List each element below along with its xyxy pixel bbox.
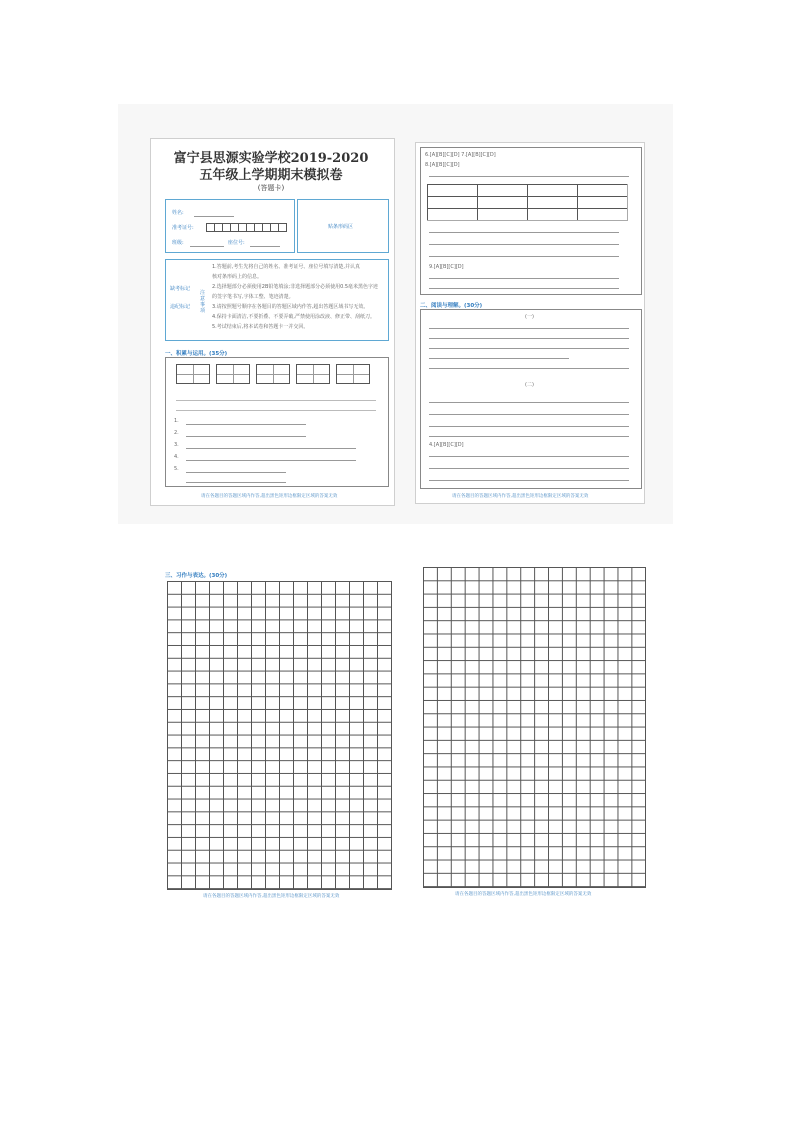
answer-line[interactable]	[429, 368, 629, 369]
answer-line[interactable]	[176, 400, 376, 401]
answer-line[interactable]	[429, 402, 629, 403]
answer-line[interactable]	[429, 288, 619, 289]
notice-list	[212, 264, 378, 330]
question-number: 4.	[174, 454, 179, 460]
section-1-continued-area	[420, 147, 642, 295]
violation-mark-label: 违纪标记	[170, 304, 191, 310]
answer-line[interactable]	[429, 456, 629, 457]
composition-grid[interactable]	[423, 567, 646, 888]
answer-line[interactable]	[186, 436, 306, 437]
answer-line[interactable]	[186, 482, 286, 483]
answer-line[interactable]	[429, 468, 629, 469]
section-2-area	[420, 309, 642, 489]
pinyin-cell[interactable]	[296, 364, 330, 384]
exam-no-field[interactable]	[206, 223, 287, 232]
notice-item: 1.答题前,考生先将自己的姓名、准考证号、座位号填写清楚,并认真	[212, 264, 360, 270]
answer-sheet-page-4	[418, 562, 646, 900]
reading-part-2-label: (二)	[525, 382, 534, 388]
answer-line[interactable]	[429, 256, 619, 257]
page-3-footer: 请在各题目的答题区域内作答,超出黑色矩形边框限定区域的答案无效	[203, 894, 340, 899]
pinyin-cell[interactable]	[176, 364, 210, 384]
answer-line[interactable]	[186, 460, 356, 461]
notice-item: 的签字笔书写,字体工整、笔迹清楚。	[212, 294, 294, 300]
page-2-footer: 请在各题目的答题区域内作答,超出黑色矩形边框限定区域的答案无效	[452, 494, 589, 499]
page-title-school: 富宁县思源实验学校2019-2020	[173, 151, 369, 166]
answer-sheet-page-3	[160, 566, 395, 900]
choice-options[interactable]: 9.[A][B][C][D]	[429, 264, 464, 270]
notice-item: 核对条形码上的信息。	[212, 274, 263, 280]
section-3-heading: 三、习作与表达。(30分)	[165, 573, 228, 579]
notice-item: 3.请按照题号顺序在各题目的答题区域内作答,超出答题区域书写无效。	[212, 304, 369, 310]
class-field[interactable]	[190, 246, 224, 247]
answer-line[interactable]	[186, 472, 286, 473]
answer-line[interactable]	[429, 328, 629, 329]
absent-mark-label: 缺考标记	[170, 286, 191, 292]
matching-table	[427, 184, 628, 221]
class-label: 班级:	[172, 240, 184, 246]
barcode-area	[297, 199, 389, 253]
notice-item: 4.保持卡面清洁,不要折叠、不要弄破,严禁使用涂改液、修正带、刮纸刀。	[212, 314, 375, 320]
student-info-box	[165, 199, 295, 253]
name-field[interactable]	[194, 216, 234, 217]
answer-line[interactable]	[429, 414, 629, 415]
answer-line[interactable]	[429, 278, 619, 279]
notice-box	[165, 259, 389, 341]
pinyin-cell[interactable]	[336, 364, 370, 384]
notice-label: 注意事项	[200, 290, 206, 314]
choice-options[interactable]: 6.[A][B][C][D] 7.[A][B][C][D]	[425, 152, 496, 158]
seat-label: 座位号:	[228, 240, 245, 246]
seat-field[interactable]	[250, 246, 280, 247]
answer-sheet-page-2	[415, 142, 645, 504]
page-subtitle: (答题卡)	[257, 184, 285, 192]
barcode-label: 贴条形码区	[328, 224, 354, 230]
answer-line[interactable]	[186, 424, 306, 425]
notice-item: 2.选择题部分必须使用2B铅笔填涂;非选择题部分必须使用0.5毫米黑色字迹	[212, 284, 379, 290]
answer-line[interactable]	[429, 436, 629, 437]
exam-no-label: 准考证号:	[172, 225, 194, 231]
section-1-heading: 一、积累与运用。(35分)	[165, 351, 228, 357]
question-number: 1.	[174, 418, 179, 424]
answer-line[interactable]	[186, 448, 356, 449]
question-number: 3.	[174, 442, 179, 448]
choice-options[interactable]: 8.[A][B][C][D]	[425, 162, 460, 168]
pinyin-cell[interactable]	[216, 364, 250, 384]
page-title-exam: 五年级上学期期末模拟卷	[199, 168, 343, 183]
answer-line[interactable]	[429, 358, 569, 359]
answer-line[interactable]	[429, 338, 629, 339]
notice-item: 5.考试结束后,将本试卷和答题卡一并交回。	[212, 324, 309, 330]
question-number: 5.	[174, 466, 179, 472]
section-2-heading: 二、阅读与理解。(30分)	[420, 303, 483, 309]
page-1-footer: 请在各题目的答题区域内作答,超出黑色矩形边框限定区域的答案无效	[201, 494, 338, 499]
answer-line[interactable]	[429, 348, 629, 349]
choice-options[interactable]: 4.[A][B][C][D]	[429, 442, 464, 448]
answer-line[interactable]	[429, 480, 629, 481]
answer-sheet-page-1	[150, 138, 395, 506]
answer-line[interactable]	[429, 244, 619, 245]
answer-line[interactable]	[429, 232, 619, 233]
answer-line[interactable]	[176, 410, 376, 411]
name-label: 姓名:	[172, 210, 184, 216]
question-number: 2.	[174, 430, 179, 436]
answer-line[interactable]	[429, 176, 629, 177]
pinyin-cell[interactable]	[256, 364, 290, 384]
page-4-footer: 请在各题目的答题区域内作答,超出黑色矩形边框限定区域的答案无效	[455, 892, 592, 897]
composition-grid[interactable]	[167, 581, 392, 890]
reading-part-1-label: (一)	[525, 314, 534, 320]
answer-line[interactable]	[429, 426, 629, 427]
section-1-area	[165, 357, 389, 487]
